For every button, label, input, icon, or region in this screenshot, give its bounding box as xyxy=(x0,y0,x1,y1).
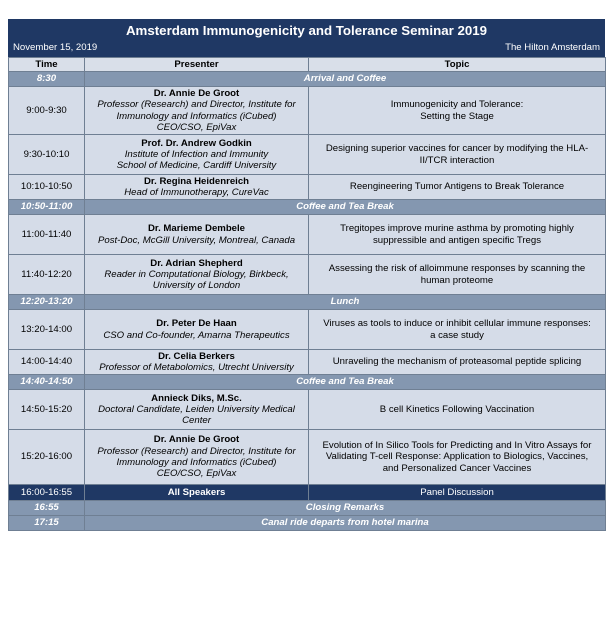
session-topic xyxy=(309,135,606,175)
presenter-affiliation-line: Reader in Computational Biology, Birkbeck, xyxy=(104,268,289,280)
topic-line: Reengineering Tumor Antigens to Break Tolerance xyxy=(349,181,565,193)
topic-line: Assessing the risk of alloimmune responses by scanning the xyxy=(328,263,586,275)
agenda-break-row xyxy=(9,200,606,215)
session-time: 9:00-9:30 xyxy=(9,87,85,135)
session-topic xyxy=(309,215,606,255)
agenda-talk-row xyxy=(9,87,606,135)
session-topic xyxy=(309,175,606,200)
break-label: Coffee and Tea Break xyxy=(85,200,606,215)
agenda-header xyxy=(8,19,605,57)
session-time: 8:30 xyxy=(9,72,85,87)
session-time: 14:40-14:50 xyxy=(9,375,85,390)
presenter-cell xyxy=(85,255,309,295)
topic-line: and Personalized Cancer Vaccines xyxy=(382,462,532,474)
session-topic xyxy=(309,87,606,135)
session-time: 14:50-15:20 xyxy=(9,390,85,430)
presenter-affiliation-line: Professor (Research) and Director, Institute for xyxy=(97,99,296,111)
session-topic xyxy=(309,310,606,350)
agenda-break-row xyxy=(9,295,606,310)
presenter-affiliation-line: CEO/CSO, EpiVax xyxy=(156,468,237,480)
session-topic xyxy=(309,390,606,430)
topic-line: Viruses as tools to induce or inhibit cellular immune responses: xyxy=(323,318,591,330)
agenda-break-row xyxy=(9,516,606,531)
topic-line: a case study xyxy=(430,329,484,341)
session-time: 11:40-12:20 xyxy=(9,255,85,295)
agenda-talk-row xyxy=(9,430,606,485)
presenter-name: Prof. Dr. Andrew Godkin xyxy=(141,137,252,149)
presenter-cell xyxy=(85,215,309,255)
agenda-talk-row xyxy=(9,350,606,375)
session-time: 10:10-10:50 xyxy=(9,175,85,200)
presenter-affiliation-line: Doctoral Candidate, Leiden University Medical xyxy=(98,403,295,415)
agenda-talk-row xyxy=(9,215,606,255)
column-header-time: Time xyxy=(9,58,85,72)
break-label: Closing Remarks xyxy=(85,501,606,516)
agenda-break-row xyxy=(9,72,606,87)
agenda-break-row xyxy=(9,375,606,390)
presenter-name: Dr. Adrian Shepherd xyxy=(150,257,243,269)
topic-line: B cell Kinetics Following Vaccination xyxy=(379,403,535,415)
presenter-affiliation-line: Professor (Research) and Director, Institute for xyxy=(97,445,296,457)
session-time: 15:20-16:00 xyxy=(9,430,85,485)
session-time: 14:00-14:40 xyxy=(9,350,85,375)
session-time: 16:00-16:55 xyxy=(9,485,85,501)
session-time: 9:30-10:10 xyxy=(9,135,85,175)
session-time: 16:55 xyxy=(9,501,85,516)
agenda-talk-row xyxy=(9,310,606,350)
presenter-name: Dr. Annie De Groot xyxy=(153,434,240,446)
column-header-row xyxy=(9,58,606,72)
presenter-affiliation-line: Immunology and Informatics (iCubed) xyxy=(116,110,277,122)
presenter-name: Dr. Regina Heidenreich xyxy=(143,175,250,187)
panel-speakers: All Speakers xyxy=(85,485,309,501)
presenter-affiliation-line: CEO/CSO, EpiVax xyxy=(156,121,237,133)
topic-line: Setting the Stage xyxy=(420,110,494,122)
session-topic xyxy=(309,350,606,375)
presenter-affiliation-line: Post-Doc, McGill University, Montreal, Canada xyxy=(97,234,296,246)
column-header-presenter: Presenter xyxy=(85,58,309,72)
topic-line: II/TCR interaction xyxy=(419,154,495,166)
presenter-cell xyxy=(85,430,309,485)
presenter-affiliation-line: University of London xyxy=(152,280,241,292)
agenda-document xyxy=(8,19,605,531)
presenter-cell xyxy=(85,350,309,375)
session-time: 17:15 xyxy=(9,516,85,531)
seminar-date: November 15, 2019 xyxy=(13,42,98,53)
presenter-name: Dr. Marieme Dembele xyxy=(147,223,246,235)
presenter-affiliation-line: Institute of Infection and Immunity xyxy=(124,148,269,160)
presenter-cell xyxy=(85,135,309,175)
topic-line: Evolution of In Silico Tools for Predicting and In Vitro Assays for xyxy=(322,440,592,452)
seminar-title: Amsterdam Immunogenicity and Tolerance Seminar 2019 xyxy=(125,23,488,38)
presenter-cell xyxy=(85,310,309,350)
agenda-talk-row xyxy=(9,135,606,175)
agenda-talk-row xyxy=(9,255,606,295)
session-topic xyxy=(309,430,606,485)
presenter-cell xyxy=(85,390,309,430)
break-label: Canal ride departs from hotel marina xyxy=(85,516,606,531)
seminar-venue: The Hilton Amsterdam xyxy=(505,42,600,53)
topic-line: suppressible and antigen specific Tregs xyxy=(373,234,541,246)
presenter-affiliation-line: School of Medicine, Cardiff University xyxy=(116,160,277,172)
session-time: 13:20-14:00 xyxy=(9,310,85,350)
presenter-name: Dr. Celia Berkers xyxy=(158,350,235,362)
break-label: Lunch xyxy=(85,295,606,310)
topic-line: Tregitopes improve murine asthma by promoting highly xyxy=(340,223,574,235)
session-topic: Panel Discussion xyxy=(309,485,606,501)
topic-line: Immunogenicity and Tolerance: xyxy=(390,99,524,111)
presenter-name: Annieck Diks, M.Sc. xyxy=(151,392,242,404)
column-header-topic: Topic xyxy=(309,58,606,72)
presenter-affiliation-line: Head of Immunotherapy, CureVac xyxy=(124,187,269,198)
break-label: Coffee and Tea Break xyxy=(85,375,606,390)
session-time: 12:20-13:20 xyxy=(9,295,85,310)
presenter-cell xyxy=(85,87,309,135)
session-time: 11:00-11:40 xyxy=(9,215,85,255)
agenda-panel-row xyxy=(9,485,606,501)
topic-line: human proteome xyxy=(420,274,494,286)
presenter-name: Dr. Peter De Haan xyxy=(156,318,237,330)
agenda-talk-row xyxy=(9,390,606,430)
session-time: 10:50-11:00 xyxy=(9,200,85,215)
agenda-talk-row xyxy=(9,175,606,200)
topic-line: Designing superior vaccines for cancer by modifying the HLA- xyxy=(325,143,589,155)
agenda-table xyxy=(8,57,606,531)
presenter-affiliation-line: Immunology and Informatics (iCubed) xyxy=(116,457,277,468)
topic-line: Unraveling the mechanism of proteasomal peptide splicing xyxy=(332,356,582,368)
presenter-name: Dr. Annie De Groot xyxy=(153,87,240,99)
presenter-affiliation-line: Center xyxy=(182,415,211,427)
presenter-affiliation-line: CSO and Co-founder, Amarna Therapeutics xyxy=(103,329,290,341)
presenter-cell xyxy=(85,175,309,200)
presenter-affiliation-line: Professor of Metabolomics, Utrecht University xyxy=(99,362,294,373)
topic-line: Validating T-cell Response: Application to Biologics, Vaccines, xyxy=(325,451,589,463)
break-label: Arrival and Coffee xyxy=(85,72,606,87)
agenda-break-row xyxy=(9,501,606,516)
session-topic xyxy=(309,255,606,295)
